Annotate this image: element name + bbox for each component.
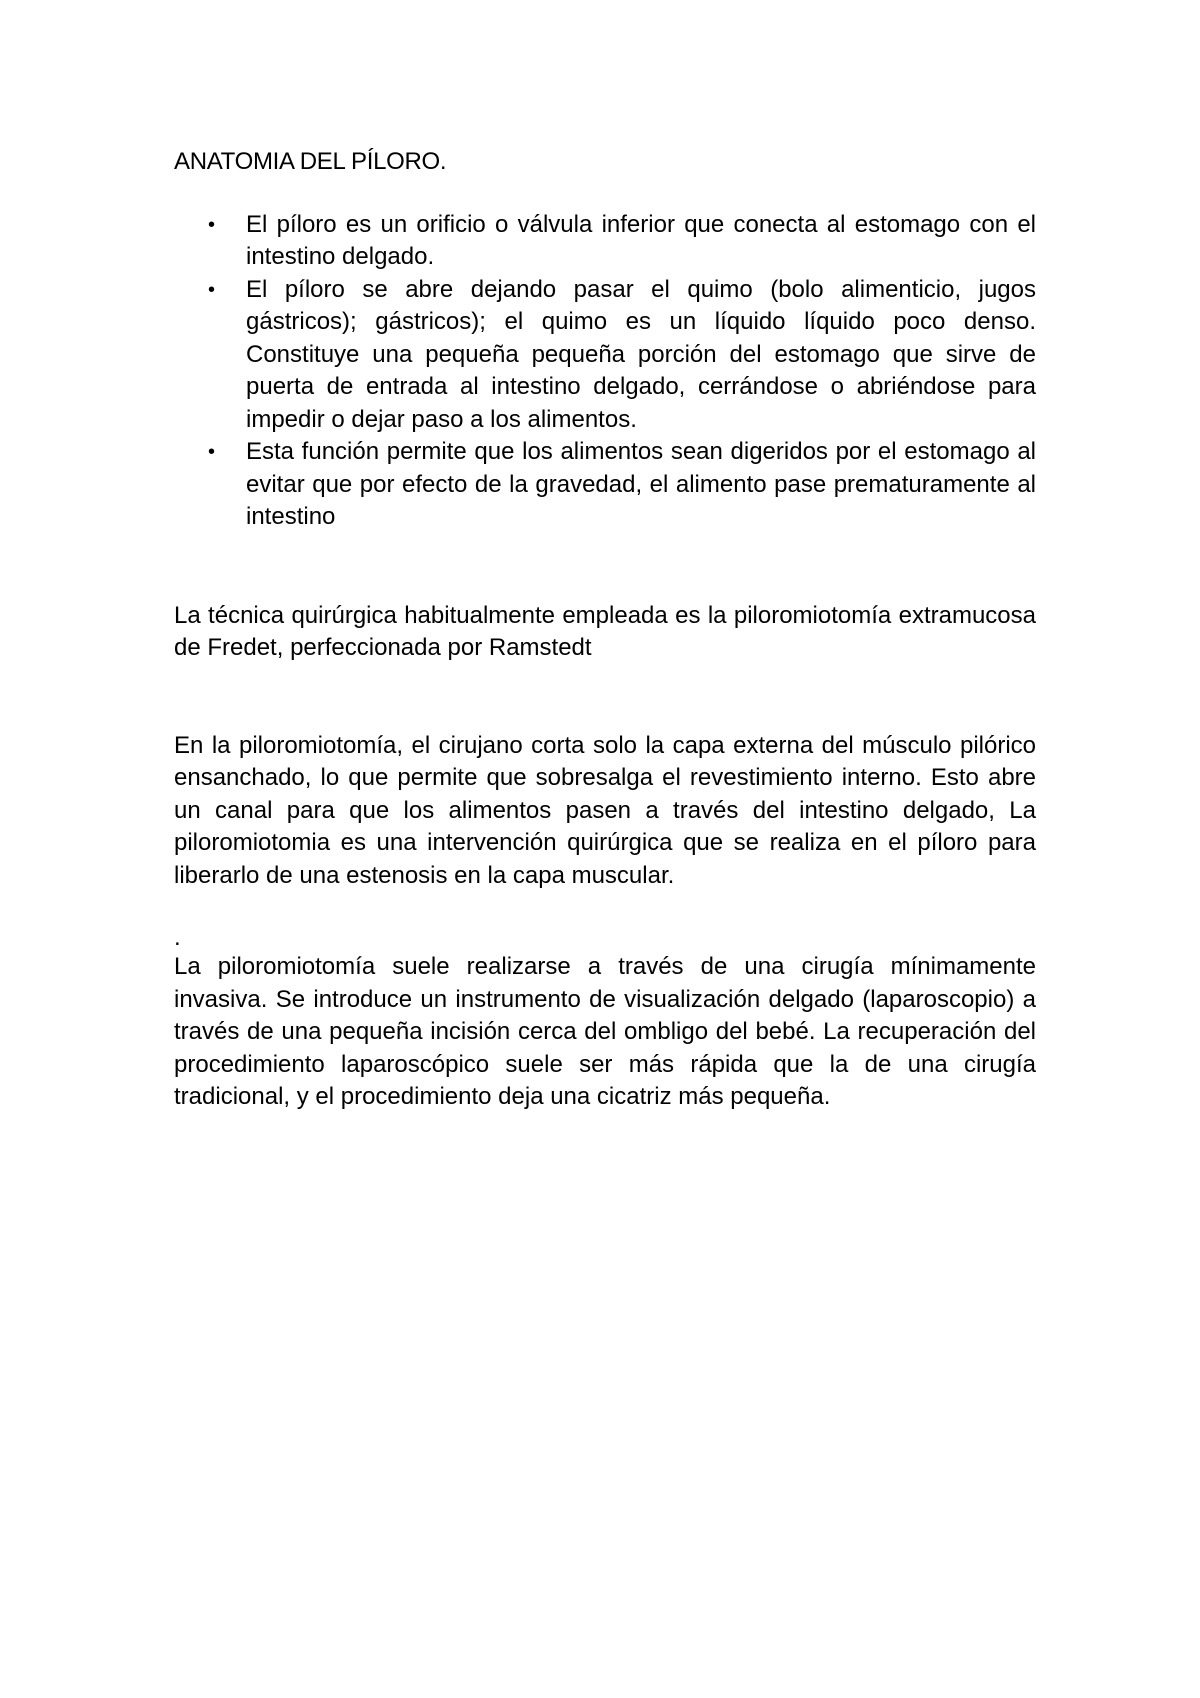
- document-page: [174, 146, 1036, 1114]
- bullet-icon: •: [208, 213, 216, 236]
- bullet-item-3: [174, 436, 1036, 534]
- paragraph-procedure: En la piloromiotomía, el cirujano corta solo la capa externa del músculo pilórico ensanchado, lo que permite que sobresalga el revestimiento interno. Esto abre un canal para que los alimentos pasen a través del intestino delgado, La piloromiotomia es una intervención quirúrgica que se realiza en el píloro para liberarlo de una estenosis en la capa muscular.: [174, 731, 1036, 889]
- bullet-item-1: [174, 209, 1036, 274]
- bullet-item-2: [174, 274, 1036, 437]
- bullet-text-3: Esta función permite que los alimentos sean digeridos por el estomago al evitar que por efecto de la gravedad, el alimento pase prematuramente al intestino: [246, 438, 1036, 530]
- bullet-icon: •: [208, 278, 216, 301]
- bullet-list: [174, 209, 1036, 534]
- bullet-text-1: El píloro es un orificio o válvula inferior que conecta al estomago con el intestino delgado.: [246, 210, 1036, 270]
- document-title: ANATOMIA DEL PÍLORO.: [174, 148, 447, 175]
- paragraph-technique: La técnica quirúrgica habitualmente empleada es la piloromiotomía extramucosa de Fredet, perfeccionada por Ramstedt: [174, 601, 1036, 661]
- separator-dot: .: [174, 924, 181, 951]
- bullet-text-2: El píloro se abre dejando pasar el quimo (bolo alimenticio, jugos gástricos); gástricos); el quimo es un líquido líquido poco denso. Constituye una pequeña pequeña porción del estomago que sirve de puerta de entrada al intestino delgado, cerrándose o abriéndose para impedir o dejar paso a los alimentos.: [246, 275, 1036, 433]
- paragraph-laparoscopy: La piloromiotomía suele realizarse a través de una cirugía mínimamente invasiva. Se introduce un instrumento de visualización delgado (laparoscopio) a través de una pequeña incisión cerca del ombligo del bebé. La recuperación del procedimiento laparoscópico suele ser más rápida que la de una cirugía tradicional, y el procedimiento deja una cicatriz más pequeña.: [174, 953, 1036, 1110]
- bullet-icon: •: [208, 441, 216, 463]
